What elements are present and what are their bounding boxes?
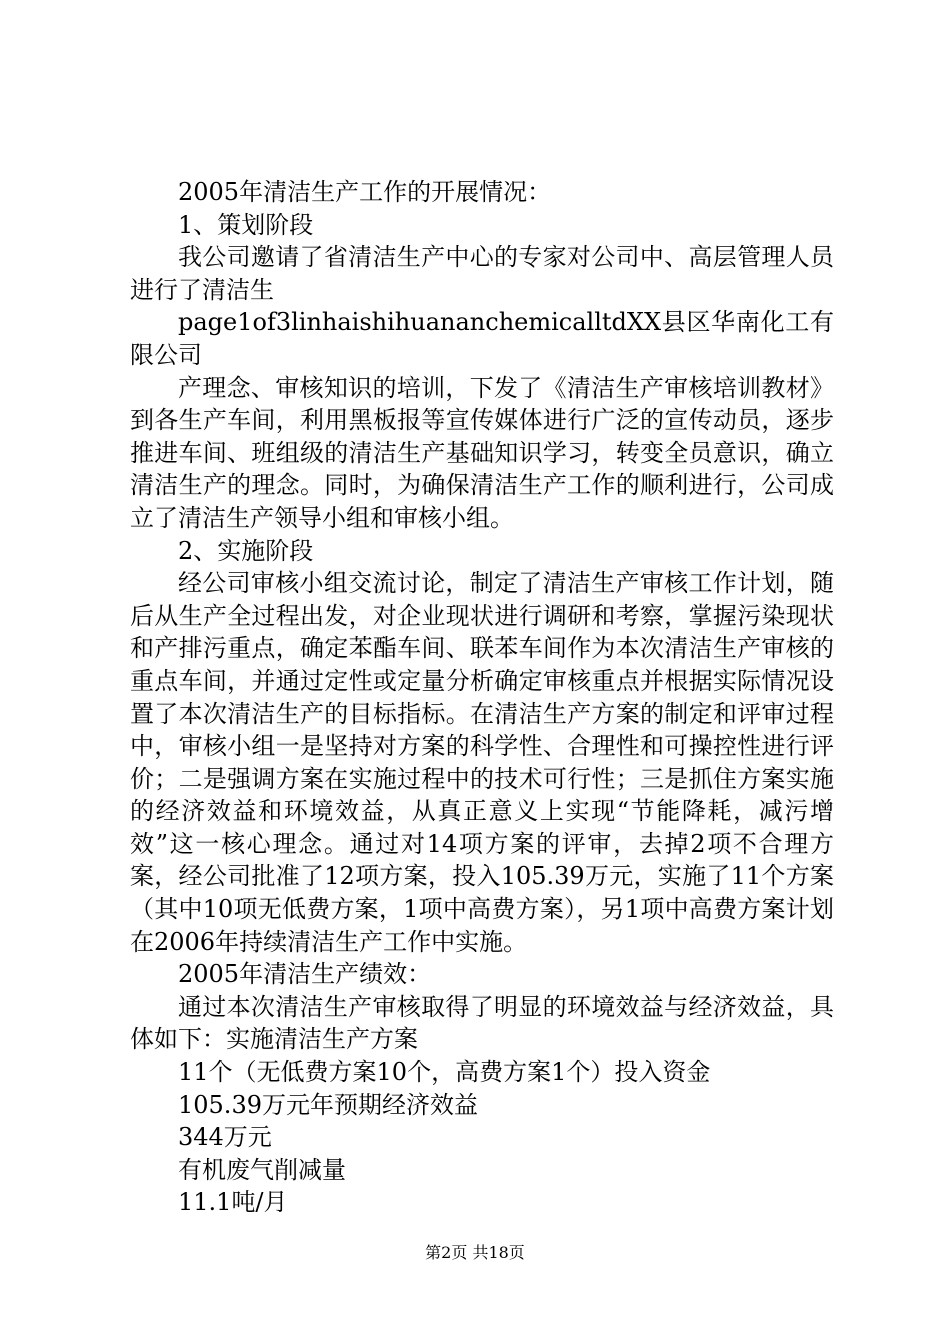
paragraph-performance-item-4: 有机废气削减量 (178, 1155, 346, 1184)
paragraph-section-planning: 1、策划阶段 (178, 210, 314, 239)
paragraph-heading-2005-performance: 2005年清洁生产绩效： (178, 960, 432, 989)
paragraph-performance-intro: 通过本次清洁生产审核取得了明显的环境效益与经济效益，具体如下：实施清洁生产方案 (130, 992, 834, 1054)
paragraph-performance-item-2: 105.39万元年预期经济效益 (178, 1090, 478, 1119)
paragraph-company-header-line: page1of3linhaishihuananchemicalltdXX县区华南化工有限公司 (130, 308, 834, 369)
page-footer (0, 1243, 950, 1263)
paragraph-heading-2005-progress: 2005年清洁生产工作的开展情况： (178, 178, 552, 206)
paragraph-planning-intro: 我公司邀请了省清洁生产中心的专家对公司中、高层管理人员进行了清洁生 (130, 243, 834, 304)
paragraph-performance-item-5: 11.1吨/月 (178, 1188, 288, 1217)
page-number-label: 第2页 共18页 (425, 1243, 525, 1262)
paragraph-implementation-body: 经公司审核小组交流讨论，制定了清洁生产审核工作计划，随后从生产全过程出发，对企业现状进行调研和考察，掌握污染现状和产排污重点，确定苯酯车间、联苯车间作为本次清洁生产审核的重点车间，并通过定性或定量分析确定审核重点并根据实际情况设置了本次清洁生产的目标指标。在清洁生产方案的制定和评审过程中，审核小组一是坚持对方案的科学性、合理性和可操控性进行评价；二是强调方案在实施过程中的技术可行性；三是抓住方案实施的经济效益和环境效益，从真正意义上实现“节能降耗，减污增效”这一核心理念。通过对14项方案的评审，去掉2项不合理方案，经公司批准了12项方案，投入105.39万元，实施了11个方案（其中10项无低费方案，1项中高费方案），另1项中高费方案计划在2006年持续清洁生产工作中实施。 (130, 569, 834, 956)
document-body (130, 176, 834, 1219)
paragraph-performance-item-3: 344万元 (178, 1123, 272, 1152)
paragraph-performance-item-1: 11个（无低费方案10个，高费方案1个）投入资金 (178, 1058, 711, 1087)
paragraph-section-implementation: 2、实施阶段 (178, 536, 314, 565)
paragraph-planning-body: 产理念、审核知识的培训，下发了《清洁生产审核培训教材》到各生产车间，利用黑板报等宣传媒体进行广泛的宣传动员，逐步推进车间、班组级的清洁生产基础知识学习，转变全员意识，确立清洁生产的理念。同时，为确保清洁生产工作的顺利进行，公司成立了清洁生产领导小组和审核小组。 (130, 373, 834, 532)
